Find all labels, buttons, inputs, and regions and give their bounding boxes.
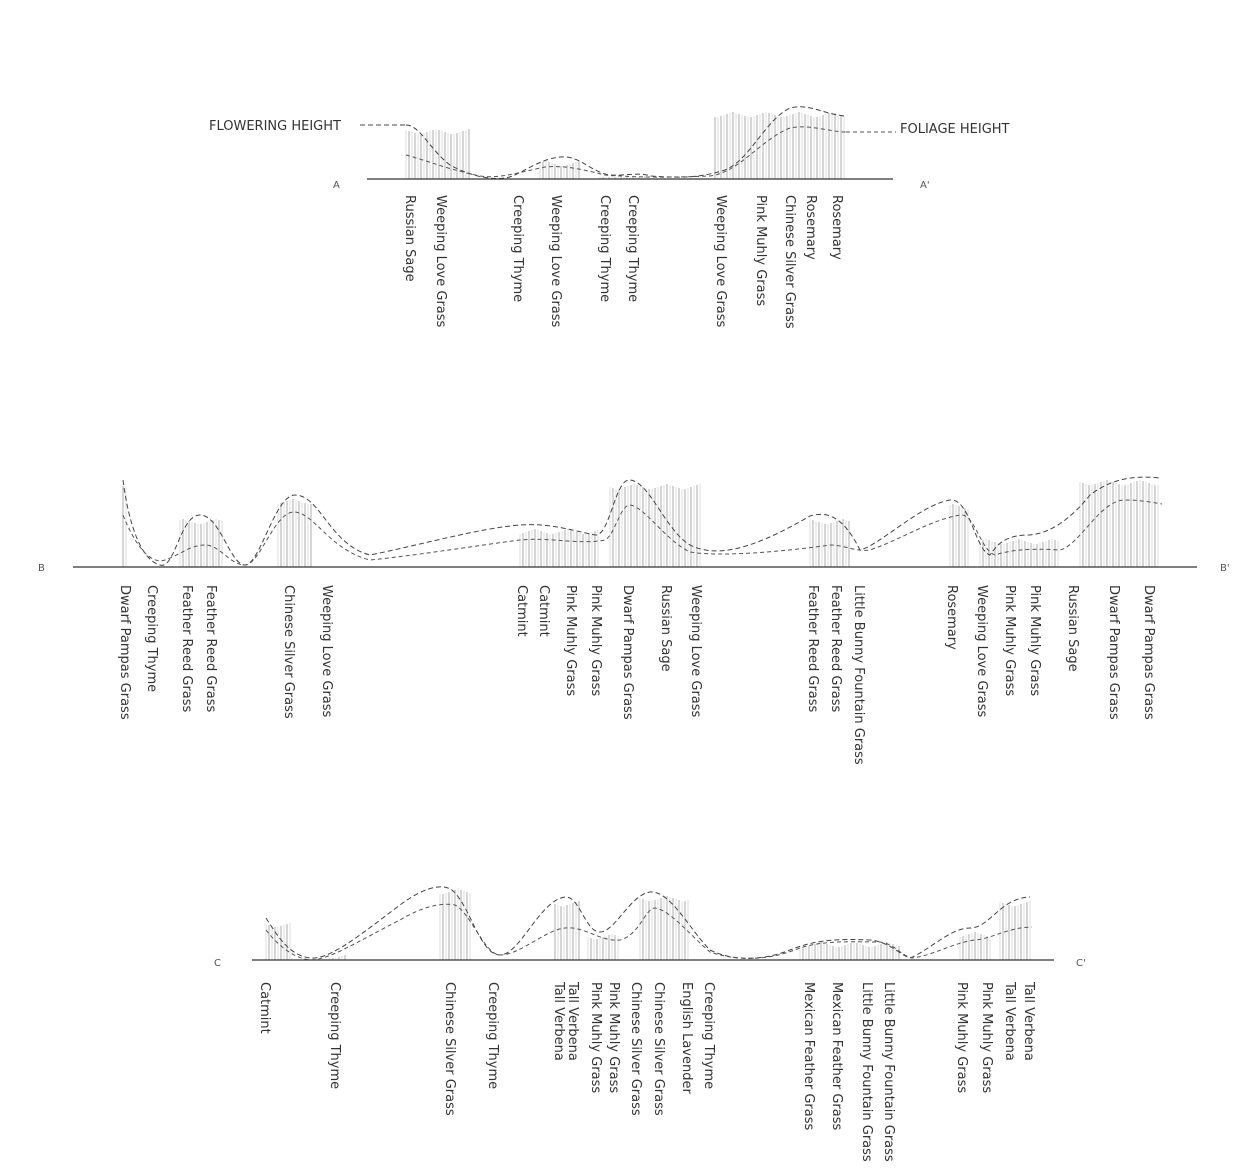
section-b-stems <box>123 480 1158 567</box>
plant-label: Feather Reed Grass <box>203 585 218 713</box>
plant-label: Weeping Love Grass <box>713 195 728 328</box>
plant-label: Chinese Silver Grass <box>628 982 643 1116</box>
plant-label: Rosemary <box>829 195 844 260</box>
section-a-flowering-curve <box>406 107 846 179</box>
plant-label: Russian Sage <box>402 195 417 282</box>
section-b-start-marker: B <box>38 563 45 574</box>
section-a <box>333 107 930 329</box>
plant-label: Creeping Thyme <box>625 195 640 303</box>
plant-label: English Lavender <box>679 982 694 1094</box>
section-c-end-marker: C' <box>1076 958 1086 969</box>
section-a-end-marker: A' <box>920 180 930 191</box>
plant-label: Weeping Love Grass <box>974 585 989 718</box>
legend-foliage-height: FOLIAGE HEIGHT <box>900 122 1010 137</box>
plant-label: Rosemary <box>944 585 959 650</box>
plant-label: Russian Sage <box>1065 585 1080 672</box>
section-a-start-marker: A <box>333 180 340 191</box>
plant-label: Weeping Love Grass <box>319 585 334 718</box>
plant-label: Catmint <box>536 585 551 637</box>
plant-label: Chinese Silver Grass <box>281 585 296 719</box>
plant-label: Feather Reed Grass <box>828 585 843 713</box>
plant-label: Tall Verbena <box>1021 982 1036 1061</box>
section-c-flowering-curve <box>266 887 1030 958</box>
plant-label: Mexican Feather Grass <box>801 982 816 1131</box>
plant-label: Pink Muhly Grass <box>563 585 578 697</box>
section-c-plant-labels <box>257 981 1036 1162</box>
plant-label: Pink Muhly Grass <box>606 982 621 1094</box>
plant-label: Pink Muhly Grass <box>588 982 603 1094</box>
plant-label: Pink Muhly Grass <box>1027 585 1042 697</box>
plant-label: Tall Verbena <box>551 982 566 1061</box>
legend-flowering-height: FLOWERING HEIGHT <box>209 119 341 134</box>
plant-label: Mexican Feather Grass <box>829 982 844 1131</box>
section-c-start-marker: C <box>214 958 221 969</box>
plant-label: Chinese Silver Grass <box>782 195 797 329</box>
plant-label: Chinese Silver Grass <box>442 982 457 1116</box>
plant-label: Russian Sage <box>658 585 673 672</box>
plant-label: Feather Reed Grass <box>805 585 820 713</box>
plant-label: Catmint <box>257 982 272 1034</box>
section-a-stems <box>406 112 844 179</box>
plant-label: Dwarf Pampas Grass <box>620 585 635 720</box>
plant-label: Pink Muhly Grass <box>954 982 969 1094</box>
plant-label: Weeping Love Grass <box>688 585 703 718</box>
plant-label: Pink Muhly Grass <box>588 585 603 697</box>
plant-label: Creeping Thyme <box>597 195 612 303</box>
legend <box>209 119 1010 137</box>
plant-label: Weeping Love Grass <box>433 195 448 328</box>
section-b <box>38 477 1230 765</box>
plant-label: Chinese Silver Grass <box>651 982 666 1116</box>
plant-label: Creeping Thyme <box>144 585 159 693</box>
plant-label: Creeping Thyme <box>485 982 500 1090</box>
plant-label: Pink Muhly Grass <box>979 982 994 1094</box>
plant-label: Creeping Thyme <box>701 982 716 1090</box>
plant-label: Dwarf Pampas Grass <box>1106 585 1121 720</box>
section-a-foliage-curve <box>406 127 846 177</box>
plant-label: Rosemary <box>803 195 818 260</box>
plant-label: Creeping Thyme <box>327 982 342 1090</box>
plant-label: Tall Verbena <box>1002 982 1017 1061</box>
section-c <box>214 887 1086 1162</box>
section-b-end-marker: B' <box>1220 563 1230 574</box>
plant-label: Little Bunny Fountain Grass <box>859 982 874 1162</box>
plant-label: Tall Verbena <box>565 982 580 1061</box>
section-b-flowering-curve <box>123 477 1160 565</box>
plant-label: Weeping Love Grass <box>548 195 563 328</box>
plant-label: Pink Muhly Grass <box>753 195 768 307</box>
plant-label: Dwarf Pampas Grass <box>117 585 132 720</box>
plant-label: Little Bunny Fountain Grass <box>851 585 866 765</box>
section-c-stems <box>266 889 1030 960</box>
plant-label: Little Bunny Fountain Grass <box>881 982 896 1162</box>
plant-label: Feather Reed Grass <box>179 585 194 713</box>
plant-label: Dwarf Pampas Grass <box>1141 585 1156 720</box>
plant-label: Pink Muhly Grass <box>1002 585 1017 697</box>
section-a-plant-labels <box>402 195 844 329</box>
plant-label: Creeping Thyme <box>510 195 525 303</box>
section-b-plant-labels <box>117 585 1156 765</box>
plant-label: Catmint <box>514 585 529 637</box>
